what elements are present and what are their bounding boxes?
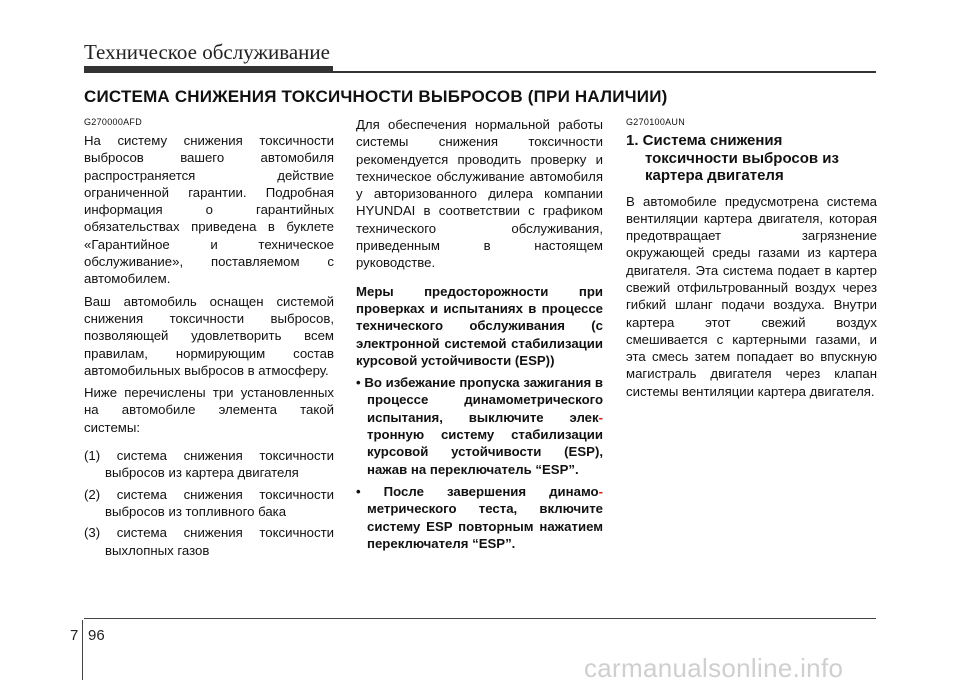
hyphen-mark: - [598,483,603,499]
section-code: G270000AFD [84,117,143,127]
watermark: carmanualsonline.info [584,653,844,683]
chapter-number: 7 [70,627,79,644]
bullet-text: • После завершения динамо [356,483,599,499]
list-item: (1) система снижения токсичности выбросов из картера двигателя [84,448,334,481]
paragraph-list-intro: Ниже перечислены три установленных на автомобиле элемента такой системы: [84,385,334,435]
column-1 [84,116,334,563]
bullet-item [356,483,603,552]
footer-divider [82,620,83,680]
paragraph-maintenance: Для обеспечения нормальной работы системы снижения токсичности рекомендуется проводить проверку и техническое обслуживание автомобиля у авторизованного дилера компании HYUNDAI в соответствии с графиком технического обслуживания, приведенным в настоящем руководстве. [356,117,603,271]
header-bar [84,66,333,73]
list-item: (3) система снижения токсичности выхлопных газов [84,525,334,558]
header-rule [333,71,876,73]
paragraph-system: Ваш автомобиль оснащен системой снижения токсичности выбросов, позволяющей удовлетворить всем правилам, нормирующим состав автомобильных выбросов в атмосферу. [84,293,334,378]
column-3 [626,116,877,405]
subsection-heading: 1. Система снижения токсичности выбросов из картера двигателя [626,132,839,184]
footer-rule [84,618,876,619]
paragraph-crankcase: В автомобиле предусмотрена система вентиляции картера двигателя, которая предотвращает загрязнение окружающей среды газами из картера двигателя. Эта система подает в картер свежий отфильтрованный воздух через гибкий шланг подачи воздуха. Внутри картера этот свежий воздух смешивается с картерными газами, и эта смесь затем попадает во впускную магистраль двигателя через клапан системы вентиляции картера двигателя. [626,193,877,399]
section-code: G270100AUN [626,117,686,127]
bullet-text: • Во избежание пропуска зажигания в процессе динамометрического испытания, выключите элек [356,375,603,425]
list-item: (2) система снижения токсичности выбросов из топливного бака [84,486,334,519]
bullet-item [356,374,603,478]
bullet-text: метрического теста, включите систему ESP повторным нажатием переключателя “ESP”. [367,501,603,551]
page-number: 96 [88,627,105,644]
column-2 [356,116,603,557]
section-title: СИСТЕМА СНИЖЕНИЯ ТОКСИЧНОСТИ ВЫБРОСОВ (ПРИ НАЛИЧИИ) [84,87,668,106]
hyphen-mark: - [598,409,603,425]
paragraph-warranty: На систему снижения токсичности выбросов вашего автомобиля распространяется действие ограниченной гарантии. Подробная информация о гарантийных обязательствах приведена в буклете «Гарантийное и техническое обслуживание», поставляемом с автомобилем. [84,133,334,287]
bullet-text: тронную систему стабилизации курсовой устойчивости (ESP), нажав на переключатель “ESP”. [367,427,603,477]
header-title: Техническое обслуживание [84,40,330,64]
paragraph-precautions: Меры предосторожности при проверках и испытаниях в процессе технического обслуживания (с электронной системой стабилизации курсовой устойчивости (ESP)) [356,283,603,368]
